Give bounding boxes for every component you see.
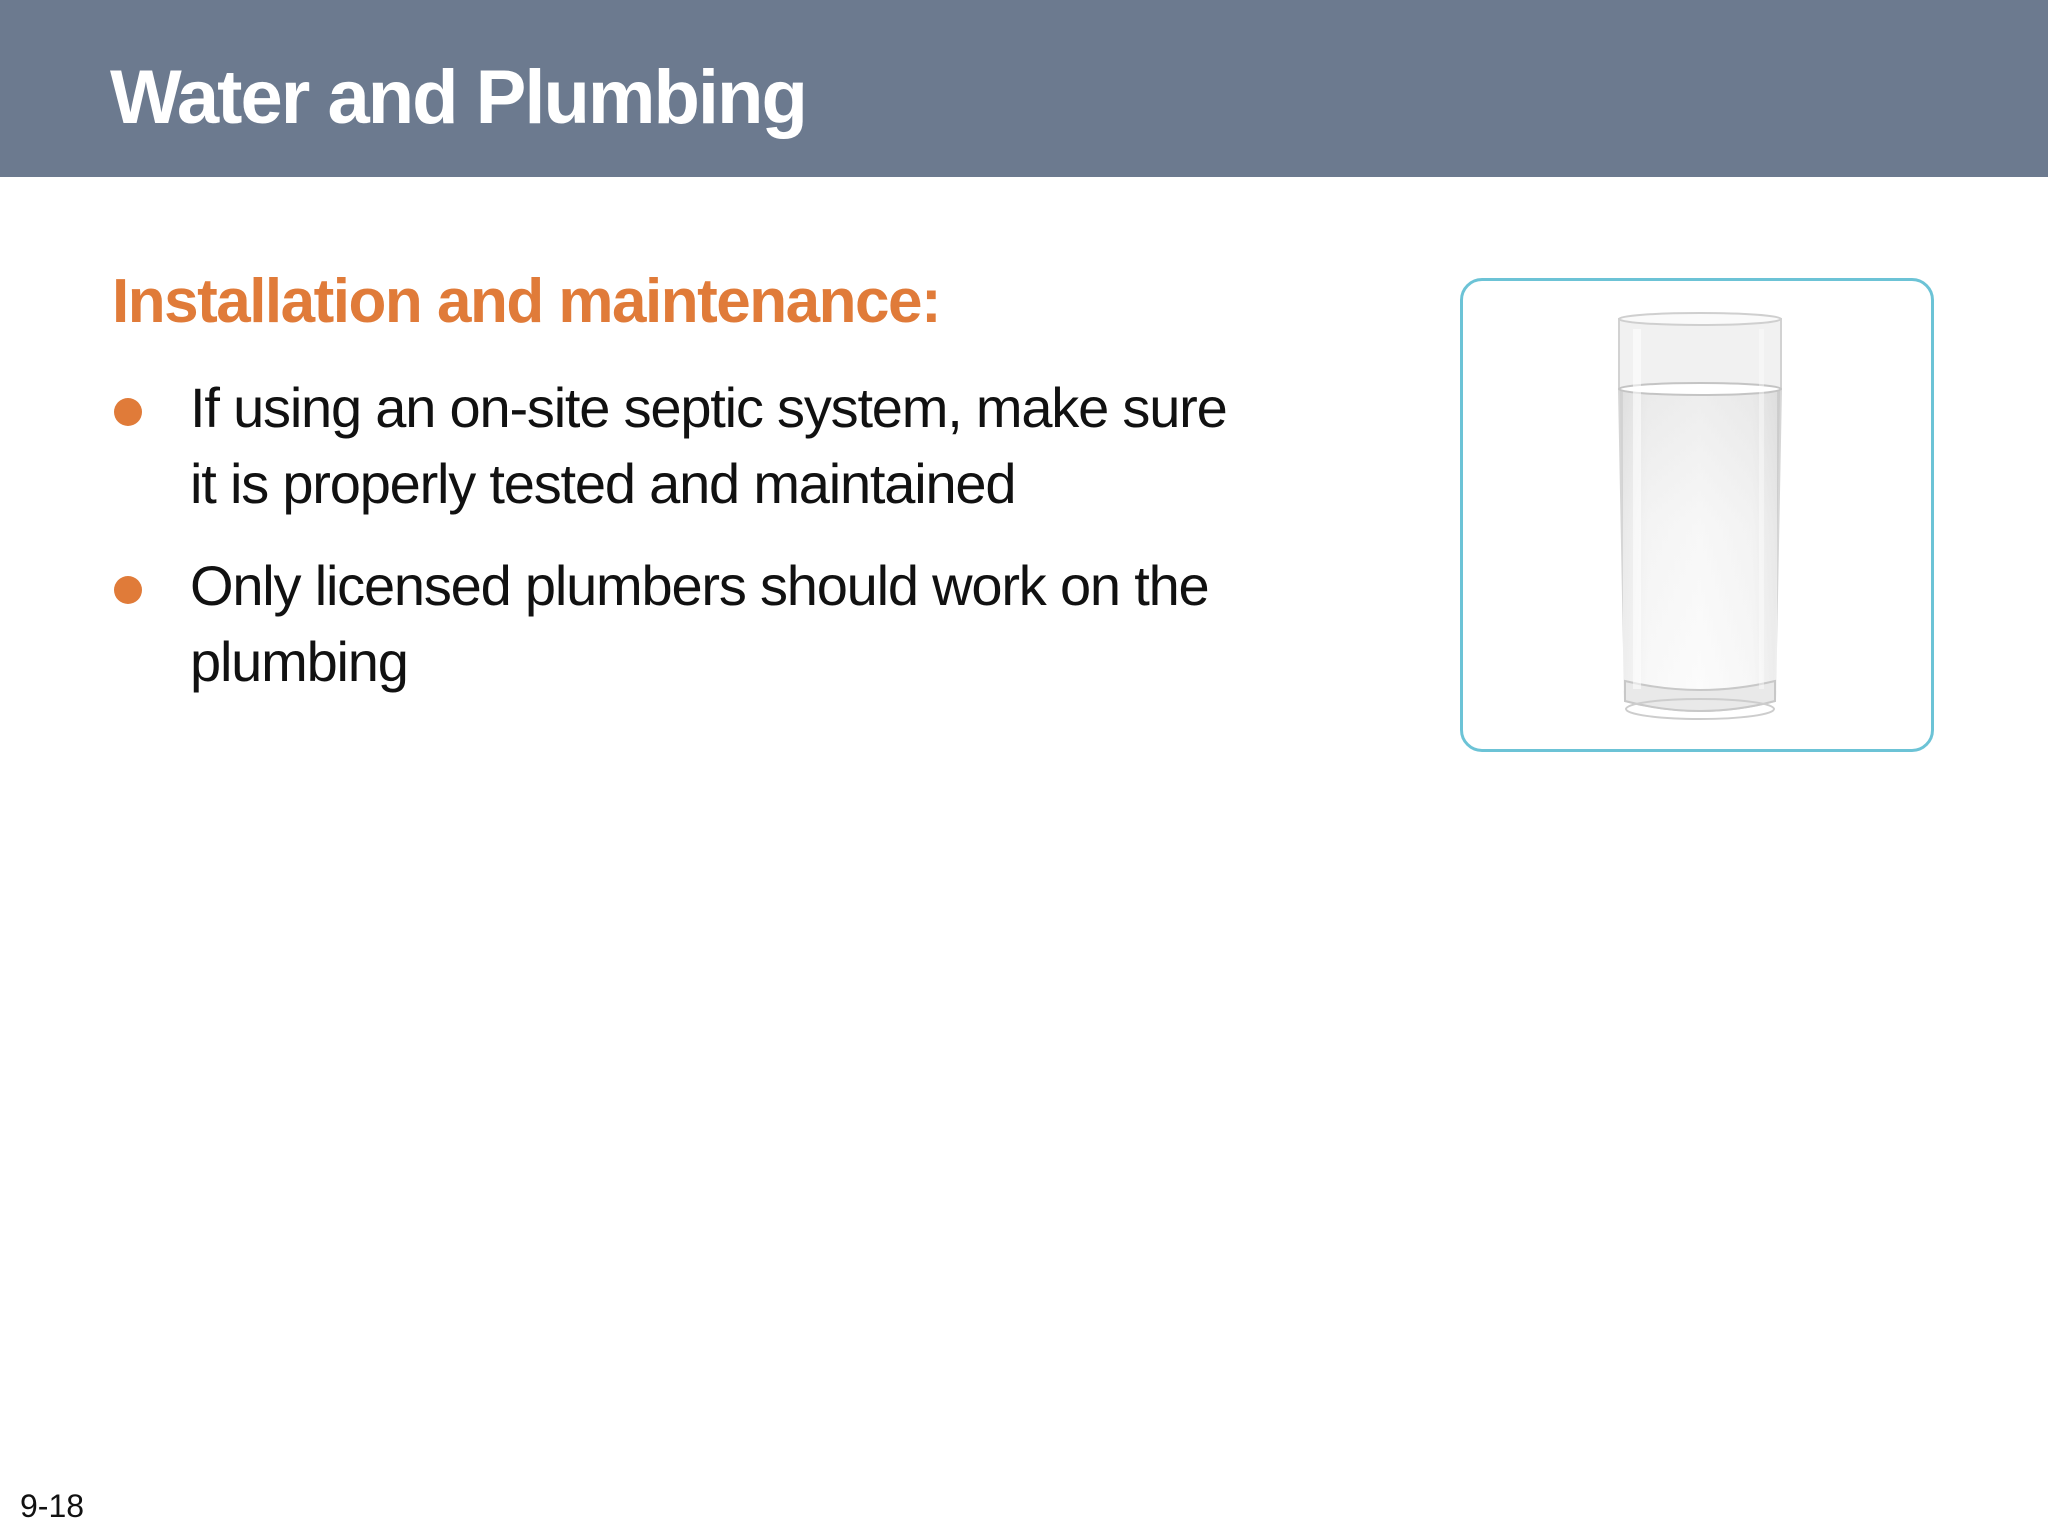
slide-title: Water and Plumbing — [110, 55, 806, 140]
bullet-item — [112, 548, 1262, 700]
section-subheading: Installation and maintenance: — [112, 267, 941, 336]
glass-image-frame — [1460, 278, 1934, 752]
bullet-list — [112, 370, 1262, 726]
bullet-dot-icon — [114, 398, 142, 426]
page-number: 9-18 — [20, 1488, 85, 1524]
bullet-item — [112, 370, 1262, 522]
glass-of-water-icon — [1463, 281, 1931, 749]
bullet-text: If using an on-site septic system, make sure it is properly tested and maintained — [190, 376, 1227, 515]
title-bar — [0, 0, 2048, 177]
bullet-text: Only licensed plumbers should work on the plumbing — [190, 554, 1209, 693]
bullet-dot-icon — [114, 576, 142, 604]
